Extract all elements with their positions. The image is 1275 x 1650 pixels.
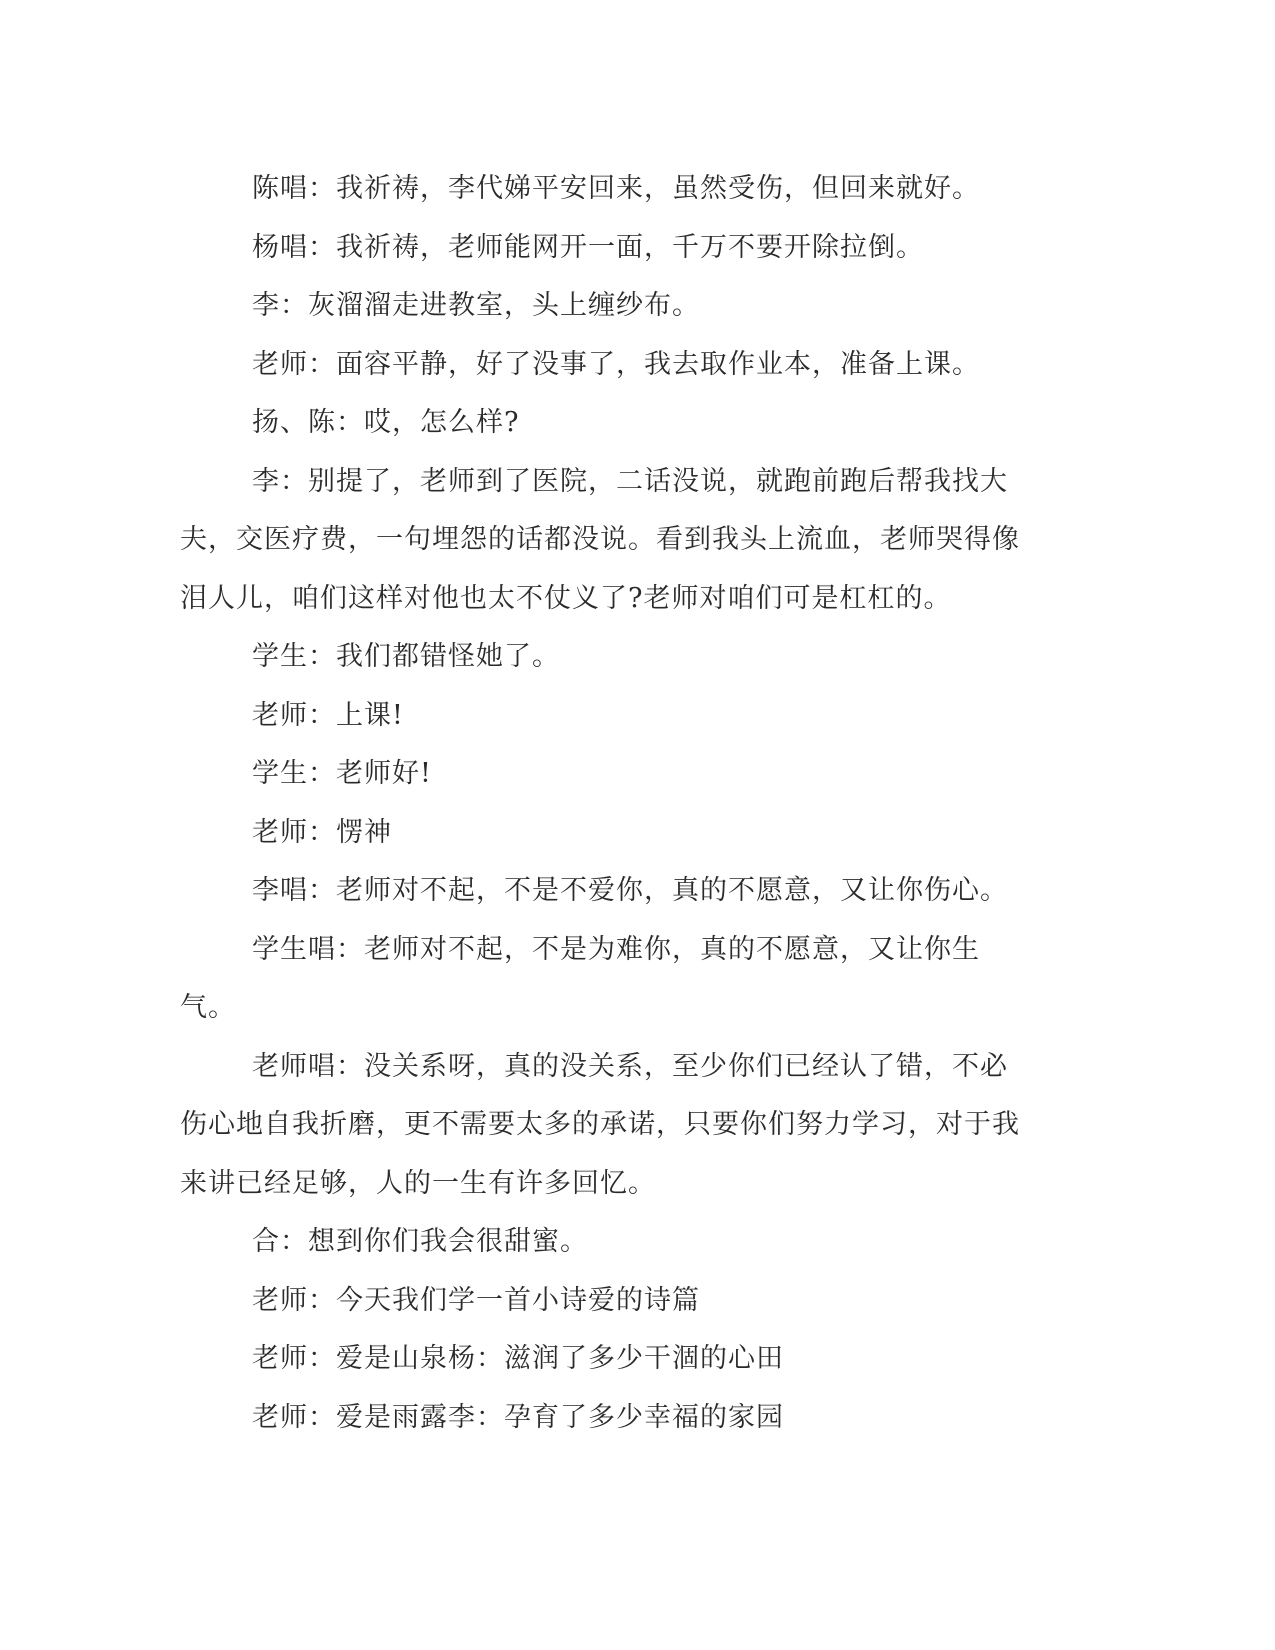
paragraph-teacher-stunned: 老师：愣神 xyxy=(252,816,392,848)
paragraph-chen-sings: 陈唱：我祈祷，李代娣平安回来，虽然受伤，但回来就好。 xyxy=(252,173,980,204)
paragraph-chorus: 合：想到你们我会很甜蜜。 xyxy=(252,1226,588,1257)
paragraph-yang-chen-ask: 扬、陈：哎，怎么样? xyxy=(252,407,520,438)
paragraph-li-enters: 李：灰溜溜走进教室，头上缠纱布。 xyxy=(252,290,700,321)
paragraph-teacher-class-begins: 老师：上课! xyxy=(252,699,404,731)
paragraph-students-regret: 学生：我们都错怪她了。 xyxy=(252,641,560,672)
document-body xyxy=(180,160,1035,1447)
paragraph-poem-line-1: 老师：爱是山泉杨：滋润了多少干涸的心田 xyxy=(252,1343,784,1374)
paragraph-li-explains: 李：别提了，老师到了医院，二话没说，就跑前跑后帮我找大夫，交医疗费，一句埋怨的话都没说。看到我头上流血，老师哭得像泪人儿，咱们这样对他也太不仗义了?老师对咱们可是杠杠的。 xyxy=(180,465,1020,614)
paragraph-teacher-sings-reply: 老师唱：没关系呀，真的没关系，至少你们已经认了错，不必伤心地自我折磨，更不需要太多的承诺，只要你们努力学习，对于我来讲已经足够，人的一生有许多回忆。 xyxy=(180,1050,1020,1199)
paragraph-teacher-calm: 老师：面容平静，好了没事了，我去取作业本，准备上课。 xyxy=(252,348,980,380)
paragraph-teacher-poem-intro: 老师：今天我们学一首小诗爱的诗篇 xyxy=(252,1284,700,1316)
paragraph-students-sing-apology: 学生唱：老师对不起，不是为难你，真的不愿意，又让你生气。 xyxy=(180,933,980,1023)
paragraph-students-greet: 学生：老师好! xyxy=(252,758,432,789)
paragraph-yang-sings: 杨唱：我祈祷，老师能网开一面，千万不要开除拉倒。 xyxy=(252,231,924,263)
paragraph-poem-line-2: 老师：爱是雨露李：孕育了多少幸福的家园 xyxy=(252,1401,784,1433)
paragraph-li-sings-apology: 李唱：老师对不起，不是不爱你，真的不愿意，又让你伤心。 xyxy=(252,875,1008,906)
